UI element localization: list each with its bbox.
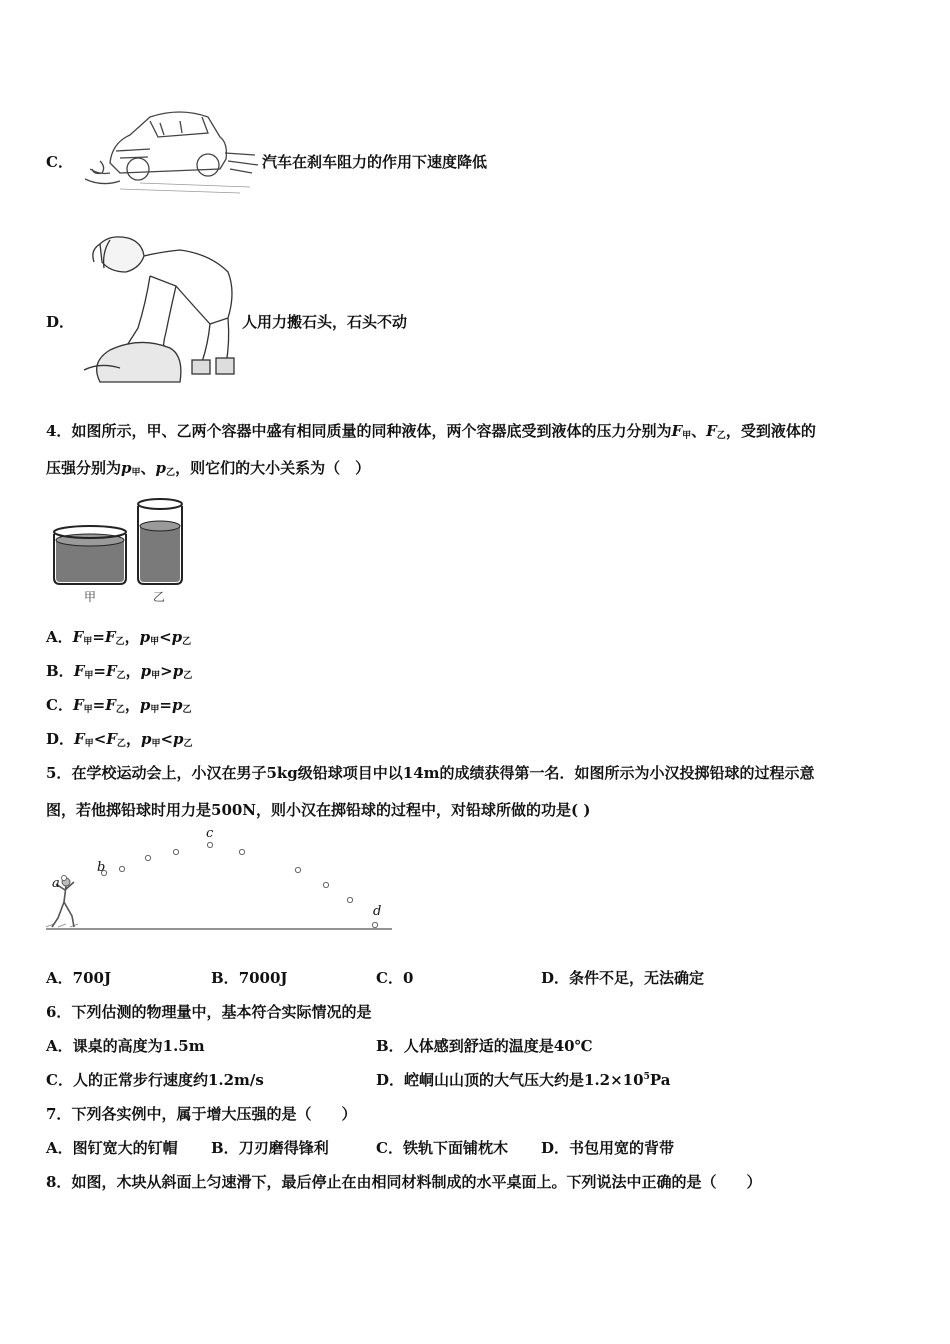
q4a-p1: p bbox=[139, 628, 151, 646]
q6d-text: 崆峒山山顶的大气压大约是1.2×10 bbox=[404, 1071, 644, 1089]
q7c-text: 铁轨下面铺枕木 bbox=[402, 1139, 508, 1157]
q7a-letter: A． bbox=[46, 1139, 73, 1157]
q4-option-c bbox=[46, 694, 192, 715]
q5-option-d bbox=[541, 967, 704, 988]
q5-text-2: 图，若他掷铅球时用力是500N，则小汉在掷铅球的过程中，对铅球所做的功是( ) bbox=[46, 801, 591, 819]
q4-stem-line2 bbox=[46, 457, 370, 478]
q4b-sub2: 乙 bbox=[116, 671, 126, 681]
q4-figure-label-yi: 乙 bbox=[153, 590, 166, 604]
q4-text-a: 如图所示，甲、乙两个容器中盛有相同质量的同种液体，两个容器底受到液体的压力分别为 bbox=[71, 422, 672, 440]
q4-text-b: ，受到液体的 bbox=[725, 422, 816, 440]
q4-p-symbol: p bbox=[121, 459, 132, 477]
q6d-letter: D． bbox=[376, 1071, 405, 1089]
q7-option-b bbox=[211, 1137, 329, 1158]
q5d-letter: D． bbox=[541, 969, 570, 987]
q6-number: 6． bbox=[46, 1003, 72, 1021]
q4c-sub2: 乙 bbox=[115, 705, 125, 715]
q6a-text: 课桌的高度为1.5m bbox=[72, 1037, 205, 1055]
q5-option-b bbox=[211, 967, 288, 988]
q6b-letter: B． bbox=[376, 1037, 404, 1055]
q4c-sub3: 甲 bbox=[150, 705, 160, 715]
q4d-p1: p bbox=[140, 730, 152, 748]
q5-option-c bbox=[376, 967, 413, 988]
q4a-p2: p bbox=[171, 628, 183, 646]
q7b-text: 刀刃磨得锋利 bbox=[238, 1139, 329, 1157]
q6c-letter: C． bbox=[46, 1071, 73, 1089]
q4b-sub3: 甲 bbox=[151, 671, 161, 681]
q4d-F2: F bbox=[106, 730, 117, 748]
q6-option-d bbox=[376, 1069, 670, 1090]
q4d-F1: F bbox=[74, 730, 85, 748]
q4a-comma: ， bbox=[124, 628, 140, 646]
q4-option-b bbox=[46, 660, 192, 681]
q6-stem bbox=[46, 1001, 371, 1022]
q6-option-b bbox=[376, 1035, 593, 1056]
q7-stem bbox=[46, 1103, 356, 1124]
q5b-text: 7000J bbox=[238, 969, 288, 987]
q4b-comma: ， bbox=[125, 662, 141, 680]
q4c-sub1: 甲 bbox=[83, 705, 93, 715]
q6d-sup: 5 bbox=[643, 1072, 650, 1082]
q4d-rel1: < bbox=[93, 730, 107, 748]
q4-option-d-letter: D． bbox=[46, 730, 75, 748]
q5-label-d: d bbox=[373, 904, 382, 919]
q6c-text: 人的正常步行速度约1.2m/s bbox=[72, 1071, 264, 1089]
q8-stem bbox=[46, 1171, 761, 1192]
q4b-F2: F bbox=[105, 662, 117, 680]
q6d-unit: Pa bbox=[649, 1071, 671, 1089]
q4d-sub2: 乙 bbox=[116, 739, 126, 749]
q7-option-d bbox=[541, 1137, 674, 1158]
q4b-sub4: 乙 bbox=[183, 671, 193, 681]
q8-number: 8． bbox=[46, 1173, 72, 1191]
q6-option-c bbox=[46, 1069, 264, 1090]
car-braking-illustration bbox=[80, 103, 260, 198]
q4c-rel1: = bbox=[92, 696, 106, 714]
q4-sub-yi-2: 乙 bbox=[166, 468, 176, 478]
q5a-letter: A． bbox=[46, 969, 73, 987]
q7b-letter: B． bbox=[211, 1139, 239, 1157]
q4-sub-jia-2: 甲 bbox=[131, 468, 141, 478]
q4-option-a bbox=[46, 626, 191, 647]
q4-option-d bbox=[46, 728, 193, 749]
q5-label-c: c bbox=[206, 826, 214, 841]
q5-stem-line2 bbox=[46, 799, 590, 820]
q4d-comma: ， bbox=[125, 730, 141, 748]
q4-sep-2: 、 bbox=[140, 459, 156, 477]
q7d-letter: D． bbox=[541, 1139, 570, 1157]
q4d-sub3: 甲 bbox=[151, 739, 161, 749]
q4a-sub3: 甲 bbox=[150, 637, 160, 647]
q5-option-a bbox=[46, 967, 111, 988]
q3-option-c-text: 汽车在刹车阻力的作用下速度降低 bbox=[262, 153, 488, 171]
q5-label-b: b bbox=[97, 860, 106, 875]
q4-F-symbol: F bbox=[671, 422, 683, 440]
q4-sep: 、 bbox=[691, 422, 707, 440]
q4c-sub4: 乙 bbox=[182, 705, 192, 715]
q3-option-c-letter: C． bbox=[46, 153, 73, 171]
q5c-text: 0 bbox=[402, 969, 414, 987]
q4-option-b-letter: B． bbox=[46, 662, 74, 680]
q4b-rel1: = bbox=[93, 662, 106, 680]
q5c-letter: C． bbox=[376, 969, 403, 987]
q7c-letter: C． bbox=[376, 1139, 403, 1157]
q4b-p1: p bbox=[140, 662, 152, 680]
q4d-sub1: 甲 bbox=[84, 739, 94, 749]
q8-text: 如图，木块从斜面上匀速滑下，最后停止在由相同材料制成的水平桌面上。下列说法中正确的是（ ） bbox=[71, 1173, 762, 1191]
q4a-rel1: = bbox=[92, 628, 105, 646]
q4b-sub1: 甲 bbox=[84, 671, 94, 681]
q4c-comma: ， bbox=[124, 696, 140, 714]
shot-put-trajectory-figure bbox=[44, 828, 396, 934]
q4a-sub4: 乙 bbox=[182, 637, 192, 647]
q7d-text: 书包用宽的背带 bbox=[569, 1139, 675, 1157]
q6a-letter: A． bbox=[46, 1037, 73, 1055]
q4a-F1: F bbox=[72, 628, 84, 646]
q6b-text: 人体感到舒适的温度是40℃ bbox=[403, 1037, 593, 1055]
q4c-rel2: = bbox=[159, 696, 172, 714]
q3-option-d-letter: D． bbox=[46, 313, 75, 331]
q6-text: 下列估测的物理量中，基本符合实际情况的是 bbox=[71, 1003, 372, 1021]
q4c-p1: p bbox=[139, 696, 151, 714]
q7-number: 7． bbox=[46, 1105, 72, 1123]
q4c-p2: p bbox=[171, 696, 183, 714]
q4-sub-jia: 甲 bbox=[682, 431, 692, 441]
q7-text: 下列各实例中，属于增大压强的是（ ） bbox=[71, 1105, 357, 1123]
q4b-F1: F bbox=[73, 662, 85, 680]
q5d-text: 条件不足，无法确定 bbox=[569, 969, 705, 987]
q4-stem-line1 bbox=[46, 420, 816, 441]
q4-option-c-letter: C． bbox=[46, 696, 73, 714]
q6-option-a bbox=[46, 1035, 205, 1056]
q4a-rel2: < bbox=[159, 628, 172, 646]
q4-sub-yi: 乙 bbox=[716, 431, 726, 441]
q4a-sub2: 乙 bbox=[115, 637, 125, 647]
q4-F-symbol-2: F bbox=[706, 422, 717, 440]
q5-text-1: 在学校运动会上，小汉在男子5kg级铅球项目中以14m的成绩获得第一名．如图所示为小汉投掷铅球的过程示意 bbox=[71, 764, 815, 782]
q7-option-c bbox=[376, 1137, 508, 1158]
q4-text-c: 压强分别为 bbox=[46, 459, 122, 477]
q4-p-symbol-2: p bbox=[155, 459, 167, 477]
q5-label-a: a bbox=[52, 876, 60, 891]
q5b-letter: B． bbox=[211, 969, 239, 987]
q7-option-a bbox=[46, 1137, 178, 1158]
q7a-text: 图钉宽大的钉帽 bbox=[72, 1139, 178, 1157]
q4-option-a-letter: A． bbox=[46, 628, 73, 646]
q4c-F2: F bbox=[105, 696, 116, 714]
q4a-F2: F bbox=[104, 628, 116, 646]
q4a-sub1: 甲 bbox=[83, 637, 93, 647]
q4d-rel2: < bbox=[160, 730, 174, 748]
q4b-p2: p bbox=[172, 662, 184, 680]
person-pushing-rock-illustration bbox=[80, 232, 242, 384]
q4-number: 4． bbox=[46, 422, 72, 440]
q4-figure-label-jia: 甲 bbox=[84, 590, 97, 604]
q4d-sub4: 乙 bbox=[183, 739, 193, 749]
q4-text-d: ，则它们的大小关系为（ ） bbox=[175, 459, 371, 477]
q5-number: 5． bbox=[46, 764, 72, 782]
q4b-rel2: > bbox=[160, 662, 173, 680]
q5-stem-line1 bbox=[46, 762, 815, 783]
q5a-text: 700J bbox=[72, 969, 112, 987]
q4c-F1: F bbox=[72, 696, 84, 714]
containers-figure bbox=[50, 496, 190, 608]
q4d-p2: p bbox=[173, 730, 184, 748]
q3-option-d-text: 人用力搬石头，石头不动 bbox=[242, 313, 408, 331]
